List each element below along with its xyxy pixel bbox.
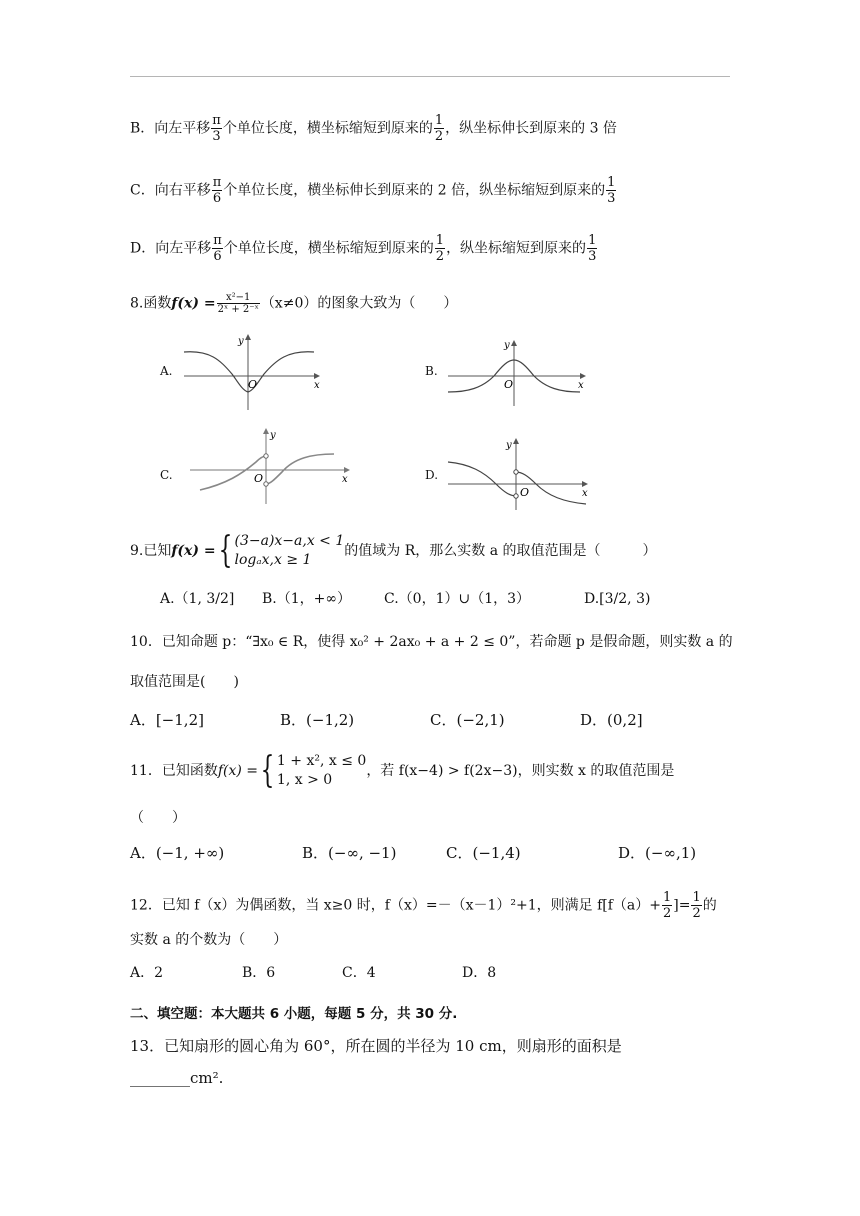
q13-stem-line2: ________cm². <box>130 1069 224 1087</box>
svg-text:O: O <box>248 378 258 391</box>
q8-graph-b <box>446 338 590 408</box>
q9-option-c: C.（0，1）∪（1，3） <box>384 591 531 607</box>
q10-stem-line1: 10．已知命题 p：“∃x₀ ∈ R，使得 x₀² + 2ax₀ + a + 2 ≤ 0”，若命题 p 是假命题，则实数 a 的 <box>130 634 733 650</box>
q11-option-a: A．(−1, +∞) <box>130 844 225 862</box>
svg-text:x: x <box>578 380 584 391</box>
q8-graph-d <box>446 436 596 512</box>
q7-option-b: B．向左平移 $\frac{\pi}{3}$ 个单位长度，横坐标缩短到原来的 $\frac{1}{2}$ ，纵坐标伸长到原来的 3 倍 <box>130 113 617 144</box>
svg-text:y: y <box>504 340 510 351</box>
svg-text:x: x <box>314 380 320 391</box>
q9-option-a: A.（1, 3/2] <box>160 591 235 607</box>
svg-text:y: y <box>238 336 244 347</box>
q13-stem-line1: 13．已知扇形的圆心角为 60°，所在圆的半径为 10 cm，则扇形的面积是 <box>130 1037 622 1055</box>
q11-option-c: C．(−1,4) <box>446 844 521 862</box>
q8-label-b: B. <box>425 364 438 378</box>
q8-graph-a <box>180 330 330 412</box>
svg-text:x: x <box>342 474 348 485</box>
q8-label-a: A. <box>160 364 173 378</box>
q8-label-d: D. <box>425 468 439 482</box>
svg-text:x: x <box>582 488 588 499</box>
q12-option-c: C．4 <box>342 965 376 981</box>
q8-label-c: C. <box>160 468 173 482</box>
q12-option-d: D．8 <box>462 965 497 981</box>
svg-text:O: O <box>254 472 264 485</box>
q11-paren: （ ） <box>130 810 186 826</box>
q12-option-a: A．2 <box>130 965 164 981</box>
q8-stem: 8.函数f(x) = $\frac{\text{x²−1}}{\text{2ˣ + 2⁻ˣ}}$ （x≠0）的图象大致为（ ） <box>130 292 458 315</box>
q11-option-d: D．(−∞,1) <box>618 844 697 862</box>
q10-option-d: D．(0,2] <box>580 711 643 729</box>
q12-stem-line1: 12．已知 f（x）为偶函数，当 x≥0 时，f（x）=－（x－1）²+1，则满足 f[f（a）+ $\frac{1}{2}$ ]= $\frac{1}{2}$ 的 <box>130 890 717 921</box>
q10-option-c: C．(−2,1) <box>430 711 505 729</box>
q8-graph-c <box>186 424 356 506</box>
svg-text:y: y <box>270 430 276 441</box>
q9-option-d: D.[3/2, 3) <box>584 591 651 607</box>
q7-option-c: C．向右平移 $\frac{\pi}{6}$ 个单位长度，横坐标伸长到原来的 2 倍，纵坐标缩短到原来的 $\frac{1}{3}$ <box>130 175 616 206</box>
svg-text:O: O <box>504 378 514 391</box>
q12-option-b: B．6 <box>242 965 276 981</box>
header-rule <box>130 76 730 77</box>
section-heading-fill-in: 二、填空题：本大题共 6 小题，每题 5 分，共 30 分. <box>130 1006 458 1022</box>
q9-stem: 9.已知f(x) ={ (3−a)x−a,x < 1 logₐx,x ≥ 1 的值域为 R，那么实数 a 的取值范围是（ ） <box>130 530 657 571</box>
q10-option-b: B．(−1,2) <box>280 711 355 729</box>
q12-stem-line2: 实数 a 的个数为（ ） <box>130 932 288 948</box>
q11-option-b: B．(−∞, −1) <box>302 844 397 862</box>
svg-text:O: O <box>520 486 530 499</box>
q9-option-b: B.（1，+∞） <box>262 591 352 607</box>
q10-stem-line2: 取值范围是( ) <box>130 674 239 690</box>
svg-text:y: y <box>506 440 512 451</box>
q10-option-a: A．[−1,2] <box>130 711 204 729</box>
q11-stem: 11．已知函数f(x) ={ 1 + x², x ≤ 0 1, x > 0 ，若 f(x−4) > f(2x−3)，则实数 x 的取值范围是 <box>130 750 675 791</box>
q7-option-d: D．向左平移 $\frac{\pi}{6}$ 个单位长度，横坐标缩短到原来的 $\frac{1}{2}$ ，纵坐标缩短到原来的 $\frac{1}{3}$ <box>130 233 597 264</box>
